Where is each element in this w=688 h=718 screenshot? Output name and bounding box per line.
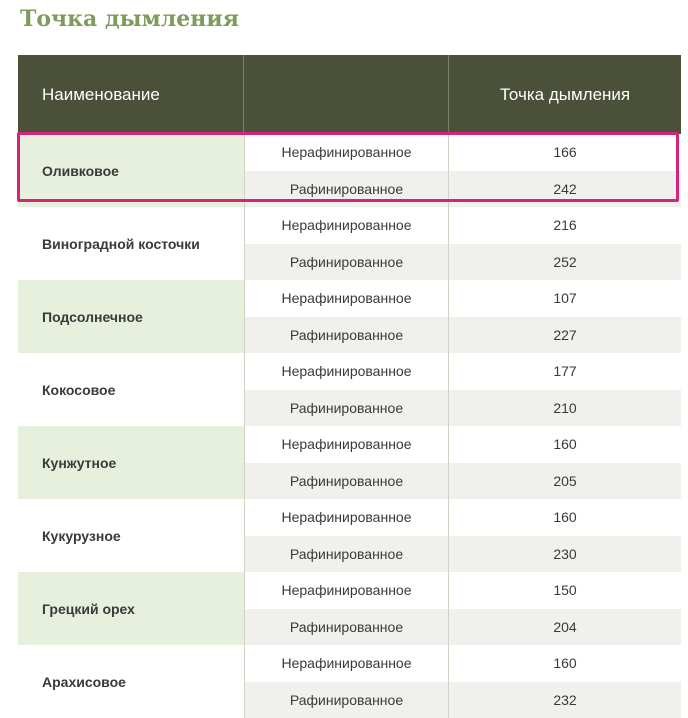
smoke-point-value: 232 — [449, 682, 681, 718]
table-row — [244, 171, 681, 208]
table-row — [244, 280, 681, 317]
table-row-group — [18, 280, 681, 353]
table-row — [244, 353, 681, 390]
header-type — [244, 55, 449, 134]
smoke-point-value: 210 — [449, 390, 681, 427]
smoke-point-value: 107 — [449, 280, 681, 317]
oil-type: Рафинированное — [244, 682, 449, 718]
oil-type: Рафинированное — [244, 317, 449, 354]
table-row — [244, 536, 681, 573]
table-row — [244, 463, 681, 500]
smoke-point-value: 160 — [449, 499, 681, 536]
table-row — [244, 572, 681, 609]
oil-type: Рафинированное — [244, 171, 449, 208]
table-row — [244, 244, 681, 281]
oil-type: Рафинированное — [244, 244, 449, 281]
smoke-point-value: 227 — [449, 317, 681, 354]
table-row — [244, 609, 681, 646]
smoke-point-table — [18, 55, 681, 718]
table-body — [18, 134, 681, 718]
smoke-point-value: 150 — [449, 572, 681, 609]
smoke-point-value: 252 — [449, 244, 681, 281]
smoke-point-value: 177 — [449, 353, 681, 390]
table-row-group — [18, 426, 681, 499]
table-header — [18, 55, 681, 134]
table-row-group — [18, 207, 681, 280]
table-row — [244, 390, 681, 427]
oil-type: Рафинированное — [244, 390, 449, 427]
table-row — [244, 499, 681, 536]
oil-name: Кокосовое — [18, 353, 244, 426]
oil-type: Нерафинированное — [244, 280, 449, 317]
oil-type: Нерафинированное — [244, 572, 449, 609]
oil-name: Подсолнечное — [18, 280, 244, 353]
header-name: Наименование — [18, 55, 244, 134]
table-row-group — [18, 645, 681, 718]
table-row-group — [18, 353, 681, 426]
page-title: Точка дымления — [20, 6, 239, 32]
table-row-group — [18, 499, 681, 572]
smoke-point-value: 242 — [449, 171, 681, 208]
smoke-point-value: 216 — [449, 207, 681, 244]
table-row — [244, 317, 681, 354]
table-row-group — [18, 134, 681, 207]
oil-type: Нерафинированное — [244, 353, 449, 390]
table-row-group — [18, 572, 681, 645]
smoke-point-value: 204 — [449, 609, 681, 646]
oil-name: Виноградной косточки — [18, 207, 244, 280]
header-smoke-point: Точка дымления — [449, 55, 681, 134]
oil-type: Рафинированное — [244, 463, 449, 500]
oil-type: Рафинированное — [244, 536, 449, 573]
oil-type: Нерафинированное — [244, 207, 449, 244]
smoke-point-value: 205 — [449, 463, 681, 500]
oil-name: Грецкий орех — [18, 572, 244, 645]
oil-name: Кукурузное — [18, 499, 244, 572]
table-row — [244, 645, 681, 682]
oil-type: Нерафинированное — [244, 645, 449, 682]
smoke-point-value: 230 — [449, 536, 681, 573]
table-row — [244, 134, 681, 171]
smoke-point-value: 160 — [449, 426, 681, 463]
oil-name: Кунжутное — [18, 426, 244, 499]
oil-type: Нерафинированное — [244, 426, 449, 463]
smoke-point-value: 160 — [449, 645, 681, 682]
smoke-point-value: 166 — [449, 134, 681, 171]
oil-type: Рафинированное — [244, 609, 449, 646]
oil-type: Нерафинированное — [244, 134, 449, 171]
table-row — [244, 426, 681, 463]
oil-name: Оливковое — [18, 134, 244, 207]
table-row — [244, 207, 681, 244]
oil-type: Нерафинированное — [244, 499, 449, 536]
oil-name: Арахисовое — [18, 645, 244, 718]
